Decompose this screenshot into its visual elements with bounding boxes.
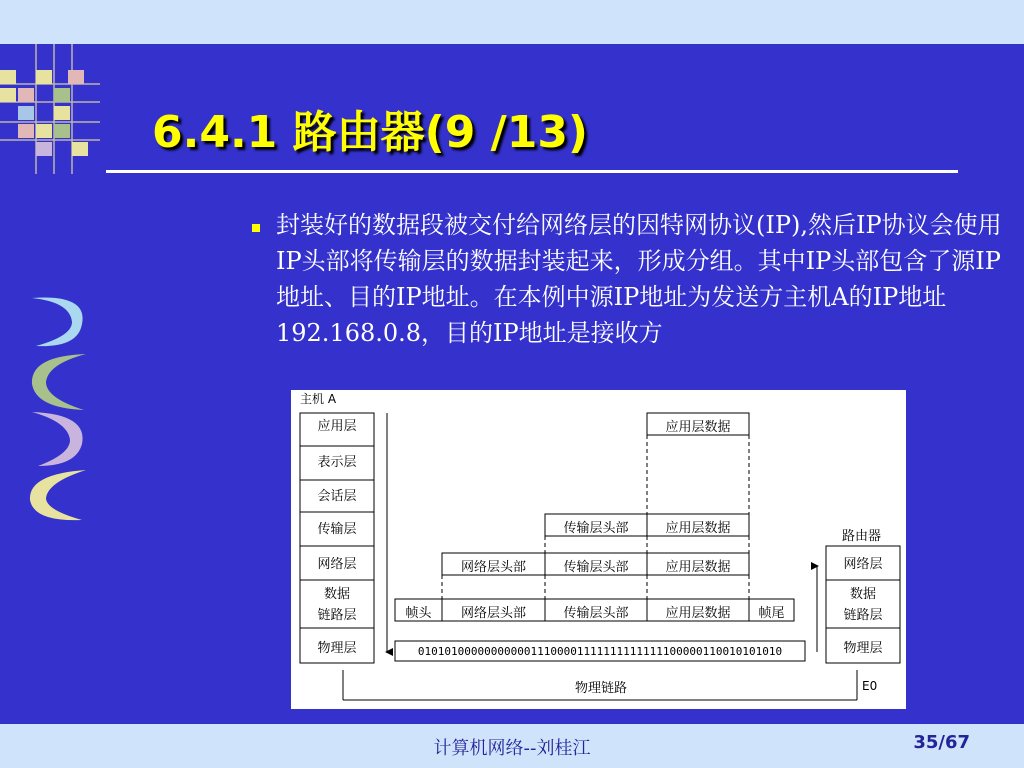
layer-datalink-1: 数据	[323, 587, 350, 602]
decorative-checker-grid	[0, 44, 100, 174]
layer-transport: 传输层	[317, 522, 357, 537]
frame-app-data-cell: 应用层数据	[665, 606, 731, 621]
page-number: 35/67	[913, 732, 970, 753]
encapsulation-diagram	[291, 390, 906, 709]
network-header-cell: 网络层头部	[460, 560, 526, 575]
body-paragraph: 封装好的数据段被交付给网络层的因特网协议(IP),然后IP协议会使用IP头部将传输层的数据封装起来，形成分组。其中IP头部包含了源IP地址、目的IP地址。在本例中源IP地址为发送方主机A的IP地址192.168.0.8，目的IP地址是接收方	[276, 211, 1002, 347]
physical-link-label: 物理链路	[575, 681, 628, 696]
router-layer-datalink-2: 链路层	[843, 608, 883, 623]
layer-network: 网络层	[317, 557, 357, 572]
slide-title: 6.4.1 路由器(9 /13)	[152, 107, 589, 158]
frame-network-header-cell: 网络层头部	[460, 606, 526, 621]
transport-app-data-cell: 应用层数据	[665, 521, 731, 536]
frame-header-cell: 帧头	[405, 606, 432, 621]
host-a-label: 主机 A	[300, 392, 337, 406]
decorative-crescents	[26, 294, 92, 524]
interface-e0-label: E0	[862, 679, 878, 693]
layer-presentation: 表示层	[317, 455, 357, 470]
layer-physical: 物理层	[317, 641, 357, 656]
title-divider	[106, 170, 958, 173]
router-layer-network: 网络层	[843, 557, 883, 572]
network-app-data-cell: 应用层数据	[665, 560, 731, 575]
app-data-cell: 应用层数据	[665, 420, 731, 435]
frame-trailer-cell: 帧尾	[758, 606, 785, 621]
transport-header-cell: 传输层头部	[563, 521, 629, 536]
top-bar	[0, 0, 1024, 44]
router-layer-datalink-1: 数据	[849, 587, 876, 602]
footer-author: 计算机网络--刘桂江	[433, 738, 591, 759]
bullet-marker	[252, 224, 260, 232]
router-layer-physical: 物理层	[843, 641, 883, 656]
layer-session: 会话层	[317, 489, 357, 504]
frame-transport-header-cell: 传输层头部	[563, 606, 629, 621]
bit-stream: 0101010000000000011100001111111111111100000110010101010	[417, 645, 783, 658]
layer-application: 应用层	[317, 419, 357, 434]
router-label: 路由器	[842, 529, 882, 544]
layer-datalink-2: 链路层	[317, 608, 357, 623]
network-transport-header-cell: 传输层头部	[563, 560, 629, 575]
